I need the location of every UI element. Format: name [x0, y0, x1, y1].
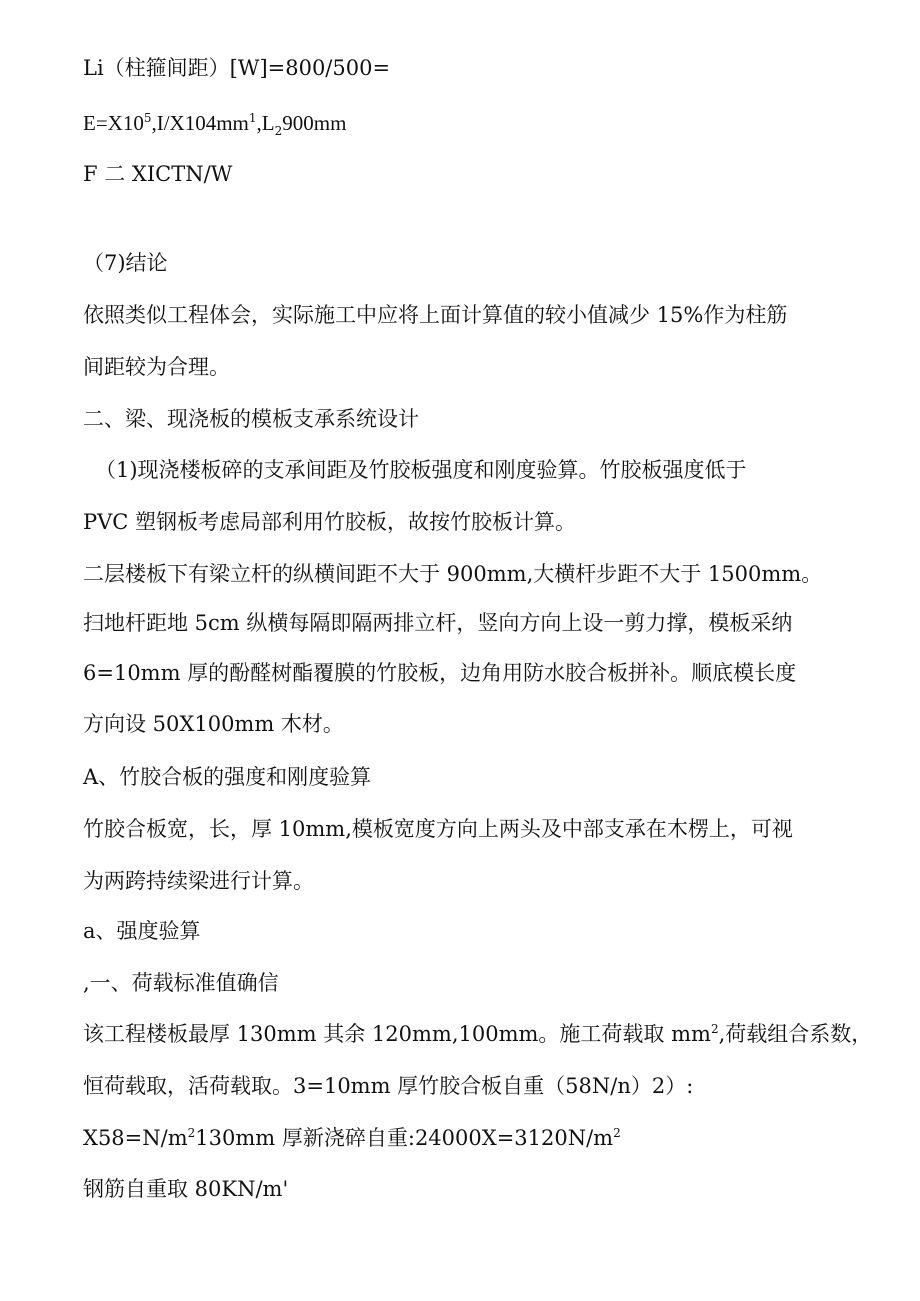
formula-part: ,I/X104mm — [151, 111, 249, 135]
formula-part: ,L — [256, 111, 275, 135]
text-line: 依照类似工程体会，实际施工中应将上面计算值的较小值减少 15%作为柱筋 — [83, 303, 788, 327]
text-line: 恒荷载取，活荷载取。3=10mm 厚竹胶合板自重（58N/n）2）: — [83, 1074, 694, 1098]
text-line: 二层楼板下有梁立杆的纵横间距不大于 900mm,大横杆步距不大于 1500mm。 — [83, 562, 823, 586]
formula-line — [83, 109, 346, 137]
formula-part: X58=N/m — [83, 1126, 188, 1150]
section-heading: a、强度验算 — [83, 919, 201, 943]
formula-part: 该工程楼板最厚 130mm 其余 120mm,100mm。施工荷载取 mm — [83, 1022, 711, 1046]
text-line: F 二 XICTN/W — [83, 162, 233, 186]
text-line: Li（柱箍间距）[W]=800/500= — [83, 56, 391, 80]
superscript: 5 — [143, 111, 152, 125]
text-line: 扫地杆距地 5cm 纵横每隔即隔两排立杆，竖向方向上设一剪力撑，模板采纳 — [83, 611, 793, 635]
section-heading: 二、梁、现浇板的模板支承系统设计 — [83, 407, 419, 431]
text-line: 为两跨持续梁进行计算。 — [83, 869, 314, 893]
formula-line — [83, 1124, 621, 1152]
formula-line — [83, 1020, 872, 1048]
text-line: 间距较为合理。 — [83, 355, 230, 379]
text-line: 竹胶合板宽，长，厚 10mm,模板宽度方向上两头及中部支承在木楞上，可视 — [83, 817, 793, 841]
superscript: 2 — [187, 1126, 196, 1140]
formula-part: 900mm — [282, 111, 347, 135]
text-line: 6=10mm 厚的酚醛树酯覆膜的竹胶板，边角用防水胶合板拼补。顺底模长度 — [83, 661, 797, 685]
formula-part: E=X10 — [83, 111, 144, 135]
subscript: 2 — [274, 124, 283, 138]
superscript: 2 — [613, 1126, 621, 1140]
section-heading: ,一、荷载标准值确信 — [83, 971, 279, 995]
superscript: 2 — [710, 1022, 719, 1036]
text-line: 钢筋自重取 80KN/m' — [83, 1177, 289, 1201]
formula-part: 130mm 厚新浇碎自重:24000X=3120N/m — [195, 1126, 614, 1150]
text-line: PVC 塑钢板考虑局部利用竹胶板，故按竹胶板计算。 — [83, 510, 577, 534]
section-heading: （7)结论 — [83, 251, 168, 275]
formula-part: ,荷载组合系数， — [718, 1022, 873, 1046]
superscript: 1 — [248, 111, 257, 125]
text-line: （1)现浇楼板碎的支承间距及竹胶板强度和刚度验算。竹胶板强度低于 — [95, 458, 747, 482]
section-heading: A、竹胶合板的强度和刚度验算 — [83, 765, 372, 789]
text-line: 方向设 50X100mm 木材。 — [83, 712, 344, 736]
